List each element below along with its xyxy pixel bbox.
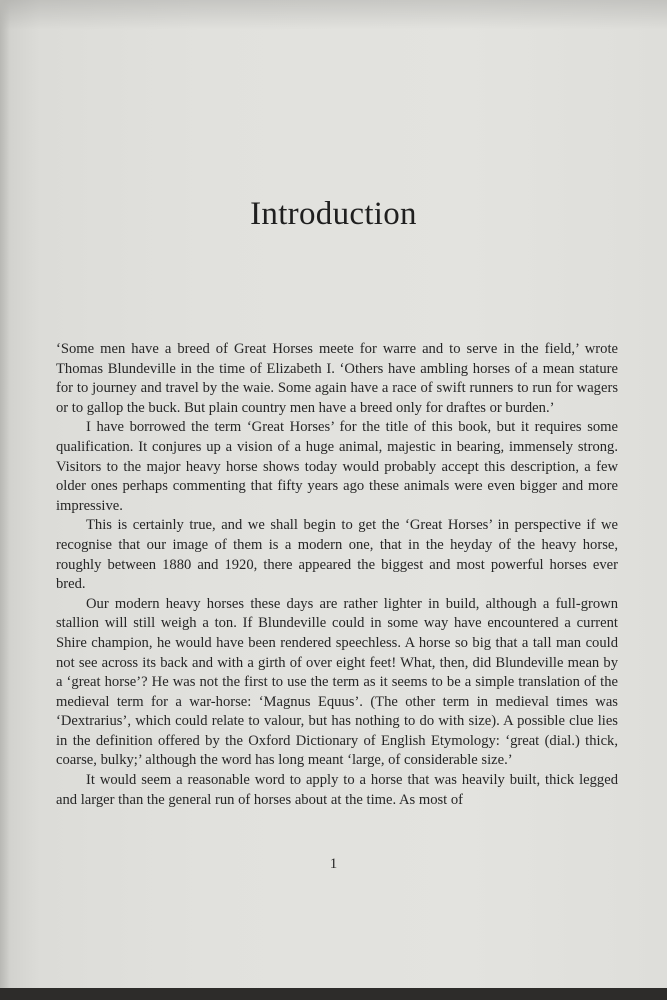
page-gutter-shadow <box>0 0 10 1000</box>
paragraph: This is certainly true, and we shall begin to get the ‘Great Horses’ in perspective if we recognise that our image of them is a modern one, that in the heyday of the heavy horse, roughly between 1880 and 1920, there appeared the biggest and most powerful horses ever bred. <box>56 517 618 593</box>
page-number: 1 <box>329 856 338 872</box>
page-bottom-edge <box>0 988 667 1000</box>
paragraph: I have borrowed the term ‘Great Horses’ for the title of this book, but it requires some qualification. It conjures up a vision of a huge animal, majestic in bearing, immensely strong. Visitors to the major heavy horse shows today would probably accept this description, a few older ones perhaps commenting that fifty years ago these animals were even bigger and more impressive. <box>56 419 618 514</box>
paragraph: ‘Some men have a breed of Great Horses meete for warre and to serve in the field,’ wrote Thomas Blundeville in the time of Elizabeth I. ‘Others have ambling horses of a mean stature for to journey and travel by the waie. Some again have a race of swift runners to run for wagers or to gallop the buck. But plain country men have a breed only for draftes or burden.’ <box>56 341 618 416</box>
body-text <box>56 340 618 810</box>
page-top-shadow <box>0 0 667 30</box>
chapter-title: Introduction <box>250 196 417 232</box>
paragraph: Our modern heavy horses these days are rather lighter in build, although a full-grown stallion will still weigh a ton. If Blundeville could in some way have encountered a current Shire champion, he would have been rendered speechless. A horse so big that a tall man could not see across its back and with a girth of over eight feet! What, then, did Blundeville mean by a ‘great horse’? He was not the first to use the term as it seems to be a simple translation of the medieval term for a war-horse: ‘Magnus Equus’. (The other term in medieval times was ‘Dextrarius’, which could relate to valour, but has nothing to do with size). A possible clue lies in the definition offered by the Oxford Dictionary of English Etymology: ‘great (dial.) thick, coarse, bulky;’ although the word has long meant ‘large, of considerable size.’ <box>56 595 618 769</box>
paragraph: It would seem a reasonable word to apply to a horse that was heavily built, thick legged and larger than the general run of horses about at the time. As most of <box>56 772 618 808</box>
